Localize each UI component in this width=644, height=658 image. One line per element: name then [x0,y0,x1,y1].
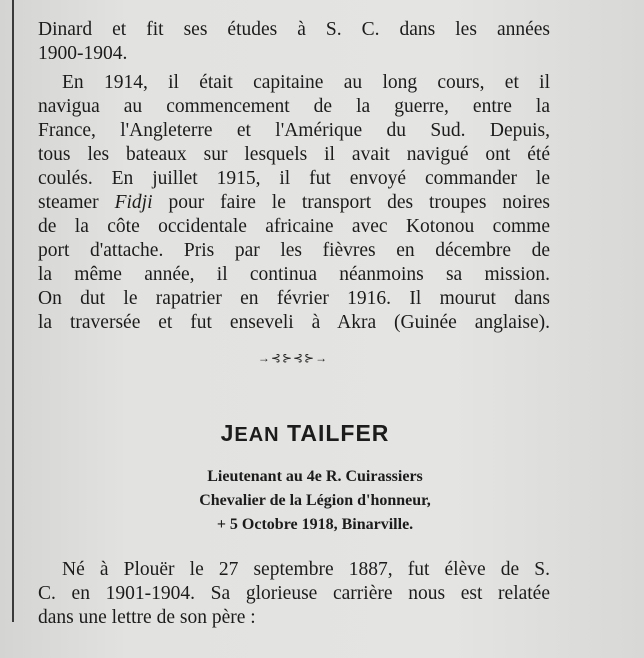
death-line: + 5 Octobre 1918, Binarville. [216,516,414,533]
ship-name: Fidji [114,192,153,213]
section-ornament: →⊰⊱⊰⊱→ [257,351,329,365]
para1-line-2: 1900-1904. [38,43,128,64]
para2-line-4: tous les bateaux sur lesquels il avait navigué ont été [38,144,550,165]
para2-line-1: En 1914, il était capitaine au long cours, et il [62,72,550,93]
para2-line-5: coulés. En juillet 1915, il fut envoyé commander le [38,168,550,189]
para2-line-6-rest: pour faire le transport des troupes noires [168,192,551,213]
rank-line: Lieutenant au 4e R. Cuirassiers [207,468,423,485]
para3-line-2: C. en 1901-1904. Sa glorieuse carrière nous est relatée [38,583,550,604]
para2-line-2: navigua au commencement de la guerre, entre la [38,96,550,117]
para2-line-9: la même année, il continua néanmoins sa mission. [38,264,550,285]
para2-line-6 [38,191,550,215]
para2-line-7: de la côte occidentale africaine avec Kotonou comme [38,216,550,237]
last-name: TAILFER [287,420,390,446]
para2-line-8: port d'attache. Pris par les fièvres en décembre de [38,240,550,261]
para2-line-11: la traversée et fut enseveli à Akra (Guinée anglaise). [38,312,550,333]
para3-line-3: dans une lettre de son père : [38,607,256,628]
para2-line-3: France, l'Angleterre et l'Amérique du Sud. Depuis, [38,120,550,141]
para2-line-10: On dut le rapatrier en février 1916. Il mourut dans [38,288,550,309]
honour-line: Chevalier de la Légion d'honneur, [199,492,431,509]
para1-line-1: Dinard et fit ses études à S. C. dans les années [38,19,550,40]
para3-line-1: Né à Plouër le 27 septembre 1887, fut élève de S. [62,559,550,580]
left-margin-rule [12,0,14,622]
person-name [180,420,430,447]
first-name-rest: EAN [234,424,280,446]
steamer-word: steamer [38,192,99,213]
first-initial: J [220,420,235,446]
